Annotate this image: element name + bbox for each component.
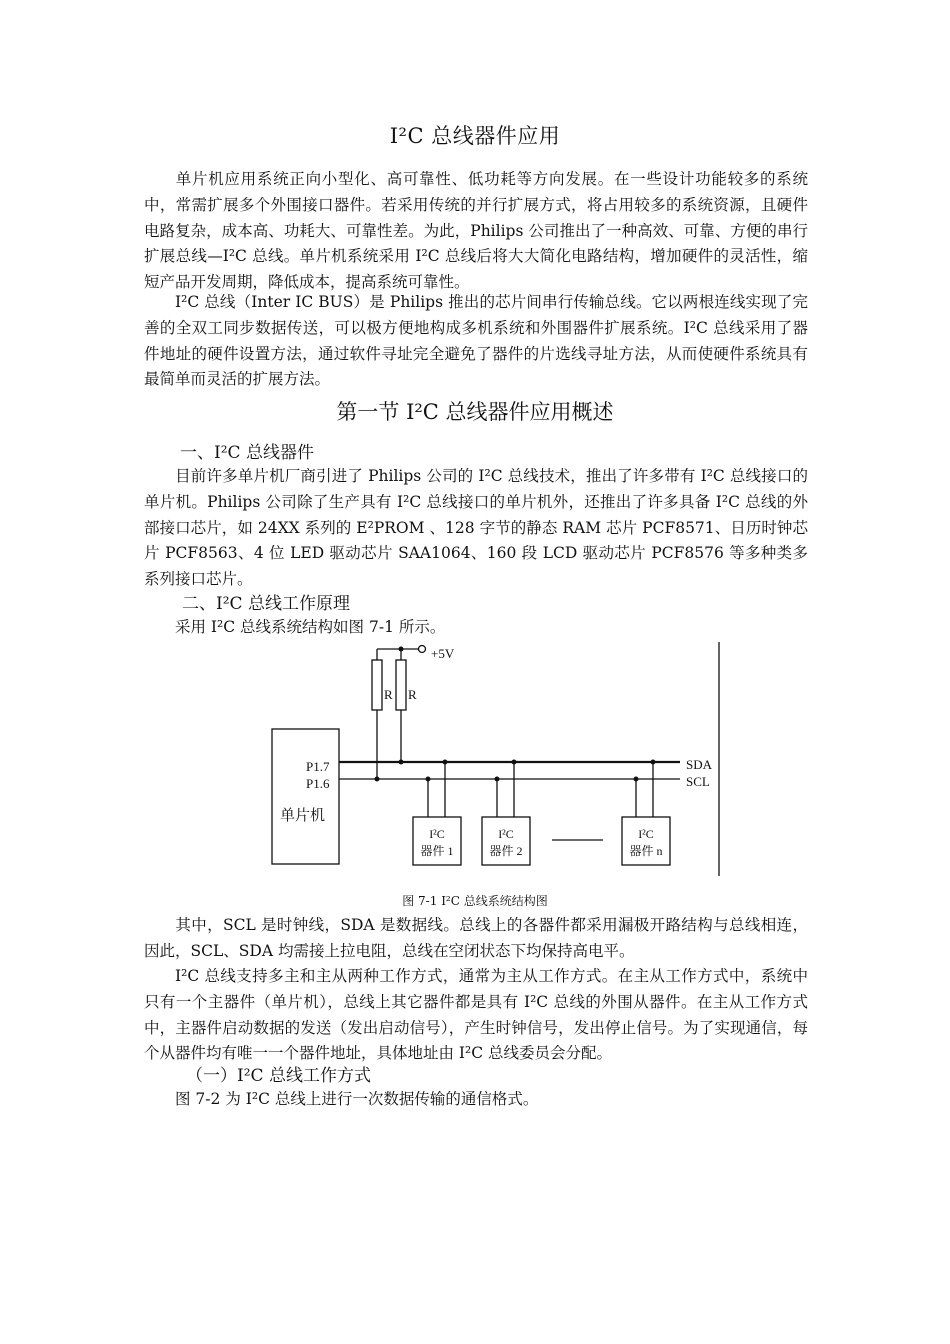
resistor-label-2: R [408, 687, 417, 702]
intro-paragraph-1-text: 单片机应用系统正向小型化、高可靠性、低功耗等方向发展。在一些设计功能较多的系统中，常需扩展多个外围接口器件。若采用传统的并行扩展方式，将占用较多的系统资源，且硬件电路复杂，成本高、功耗大、可靠性差。为此，Philips 公司推出了一种高效、可靠、方便的串行扩展总线—I²C 总线。单片机系统采用 I²C 总线后将大大简化电路结构，增加硬件的灵活性，缩短产品开发周期，降低成本，提高系统可靠性。 [144, 170, 808, 292]
after-figure-paragraph-1-text: 其中，SCL 是时钟线，SDA 是数据线。总线上的各器件都采用漏极开路结构与总线相连，因此，SCL、SDA 均需接上拉电阻，总线在空闭状态下均保持高电平。 [144, 916, 808, 960]
device-2-label: I²C [498, 827, 514, 841]
device-n-label: I²C [638, 827, 654, 841]
device-n-sublabel: 器件 n [629, 844, 663, 858]
vcc-terminal [419, 646, 426, 653]
device-2-sublabel: 器件 2 [489, 844, 523, 858]
after-figure-paragraph-2 [144, 964, 808, 1067]
mcu-pin-scl: P1.6 [306, 776, 330, 791]
device-1-label: I²C [429, 827, 445, 841]
intro-paragraph-2-text: I²C 总线（Inter IC BUS）是 Philips 推出的芯片间串行传输总线。它以两根连线实现了完善的全双工同步数据传送，可以极方便地构成多机系统和外围器件扩展系统。I²C 总线采用了器件地址的硬件设置方法，通过软件寻址完全避免了器件的片选线寻址方法，从而使硬件系统具有最简单而灵活的扩展方法。 [144, 293, 808, 389]
work-mode-paragraph [144, 1087, 808, 1113]
mcu-label: 单片机 [280, 808, 326, 824]
vcc-label: +5V [431, 646, 455, 661]
subheading-principle: 二、I²C 总线工作原理 [182, 594, 350, 614]
mcu-block [272, 729, 339, 864]
after-figure-paragraph-2-text: I²C 总线支持多主和主从两种工作方式，通常为主从工作方式。在主从工作方式中，系统中只有一个主器件（单片机），总线上其它器件都是具有 I²C 总线的外围从器件。在主从工作方式中，主器件启动数据的发送（发出启动信号），产生时钟信号，发出停止信号。为了实现通信，每个从器件均有唯一一个器件地址，具体地址由 I²C 总线委员会分配。 [144, 967, 808, 1063]
principle-paragraph-text: 采用 I²C 总线系统结构如图 7-1 所示。 [175, 618, 446, 636]
subheading-work-mode: （一）I²C 总线工作方式 [186, 1066, 371, 1086]
after-figure-paragraph-1 [144, 913, 808, 965]
devices-paragraph-text: 目前许多单片机厂商引进了 Philips 公司的 I²C 总线技术，推出了许多带有 I²C 总线接口的单片机。Philips 公司除了生产具有 I²C 总线接口的单片机外，还推出了许多具备 I²C 总线的外部接口芯片，如 24XX 系列的 E²PROM 、128 字节的静态 RAM 芯片 PCF8571、日历时钟芯片 PCF8563、4 位 LED 驱动芯片 SAA1064、160 段 LCD 驱动芯片 PCF8576 等多种类多系列接口芯片。 [144, 467, 808, 589]
resistor-label-1: R [384, 687, 393, 702]
pullup-resistor-1 [372, 660, 382, 710]
page-title: I²C 总线器件应用 [389, 124, 561, 148]
section-title: 第一节 I²C 总线器件应用概述 [336, 400, 614, 424]
scl-label: SCL [686, 774, 710, 789]
sda-label: SDA [686, 757, 713, 772]
subheading-devices: 一、I²C 总线器件 [180, 443, 314, 463]
device-1-sublabel: 器件 1 [420, 844, 454, 858]
pullup-resistor-2 [396, 660, 406, 710]
figure-caption: 图 7-1 I²C 总线系统结构图 [402, 894, 548, 908]
work-mode-paragraph-text: 图 7-2 为 I²C 总线上进行一次数据传输的通信格式。 [175, 1090, 539, 1108]
mcu-pin-sda: P1.7 [306, 759, 330, 774]
